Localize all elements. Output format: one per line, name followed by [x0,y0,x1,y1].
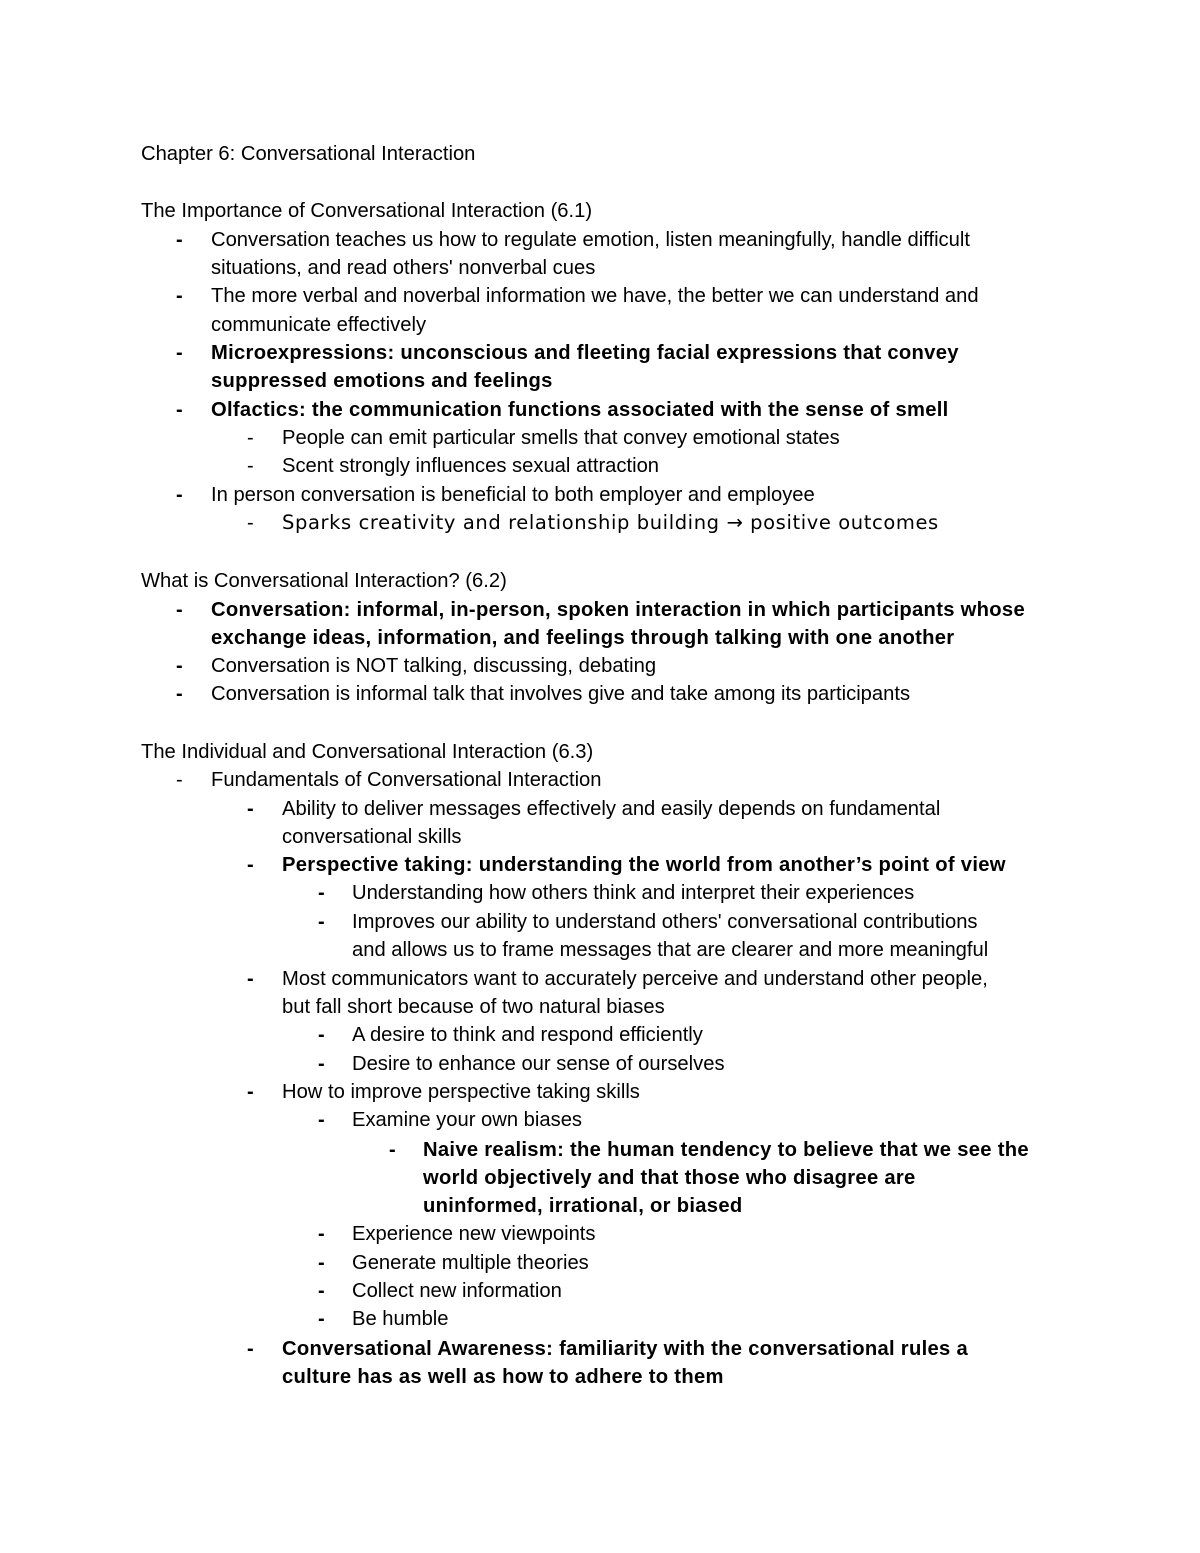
bullet: - [318,1252,325,1274]
bullet: - [247,854,254,876]
bullet: - [318,1024,325,1046]
section-heading-text: The Individual and Conversational Interaction (6.3) [141,741,594,763]
section-heading-text: What is Conversational Interaction? (6.2) [141,570,507,592]
list-item-text: Fundamentals of Conversational Interaction [211,769,602,791]
bullet: - [318,882,325,904]
page-title-text: Chapter 6: Conversational Interaction [141,143,476,165]
list-item-text: communicate effectively [211,314,427,336]
list-item-text: Experience new viewpoints [352,1223,596,1245]
section-heading-text: The Importance of Conversational Interaction (6.1) [141,200,593,222]
list-item-text: Be humble [352,1308,449,1330]
list-item-text: conversational skills [282,826,462,848]
definition-microexpressions: Microexpressions: unconscious and fleeting facial expressions that convey [211,342,959,364]
list-item-text: Desire to enhance our sense of ourselves [352,1053,725,1075]
list-item-text: Generate multiple theories [352,1252,589,1274]
list-item-text: Scent strongly influences sexual attraction [282,455,660,477]
bullet: - [176,655,183,677]
bullet: - [318,1223,325,1245]
bullet: - [247,427,254,449]
bullet: - [389,1139,396,1161]
bullet: - [176,285,183,307]
definition-conversational-awareness: Conversational Awareness: familiarity with the conversational rules a [282,1338,968,1360]
bullet: - [247,512,254,534]
bullet: - [247,455,254,477]
bullet: - [176,342,183,364]
definition-conversation: Conversation: informal, in-person, spoken interaction in which participants whose [211,599,1025,621]
list-item-text: In person conversation is beneficial to both employer and employee [211,484,815,506]
list-item-text: situations, and read others' nonverbal cues [211,257,596,279]
definition-perspective-taking: Perspective taking: understanding the world from another’s point of view [282,854,1006,876]
bullet: - [176,399,183,421]
list-item-text: The more verbal and noverbal information we have, the better we can understand and [211,285,979,307]
bullet: - [318,1308,325,1330]
bullet: - [176,683,183,705]
bullet: - [176,769,183,791]
list-item-text: but fall short because of two natural biases [282,996,665,1018]
list-item-text: Collect new information [352,1280,562,1302]
bullet: - [176,229,183,251]
list-item-text: Ability to deliver messages effectively and easily depends on fundamental [282,798,941,820]
bullet: - [176,599,183,621]
list-item-text: How to improve perspective taking skills [282,1081,640,1103]
bullet: - [247,1338,254,1360]
bullet: - [318,1053,325,1075]
list-item-text: suppressed emotions and feelings [211,370,553,392]
list-item-text: Sparks creativity and relationship building → positive outcomes [282,511,939,534]
list-item-text: Most communicators want to accurately perceive and understand other people, [282,968,988,990]
list-item-text: culture has as well as how to adhere to them [282,1366,724,1388]
bullet: - [176,484,183,506]
bullet: - [318,1109,325,1131]
bullet: - [247,798,254,820]
list-item-text: exchange ideas, information, and feelings through talking with one another [211,627,955,649]
list-item-text: Conversation is informal talk that involves give and take among its participants [211,683,911,705]
bullet: - [247,1081,254,1103]
list-item-text: Conversation is NOT talking, discussing, debating [211,655,657,677]
bullet: - [318,1280,325,1302]
list-item-text: and allows us to frame messages that are clearer and more meaningful [352,939,989,961]
definition-olfactics: Olfactics: the communication functions associated with the sense of smell [211,399,949,421]
list-item-text: Conversation teaches us how to regulate emotion, listen meaningfully, handle difficult [211,229,970,251]
definition-naive-realism: Naive realism: the human tendency to believe that we see the [423,1139,1029,1161]
list-item-text: People can emit particular smells that convey emotional states [282,427,840,449]
list-item-text: Improves our ability to understand others' conversational contributions [352,911,978,933]
bullet: - [247,968,254,990]
list-item-text: uninformed, irrational, or biased [423,1195,743,1217]
bullet: - [318,911,325,933]
list-item-text: world objectively and that those who disagree are [423,1167,916,1189]
list-item-text: Examine your own biases [352,1109,583,1131]
list-item-text: Understanding how others think and interpret their experiences [352,882,915,904]
list-item-text: A desire to think and respond efficiently [352,1024,703,1046]
